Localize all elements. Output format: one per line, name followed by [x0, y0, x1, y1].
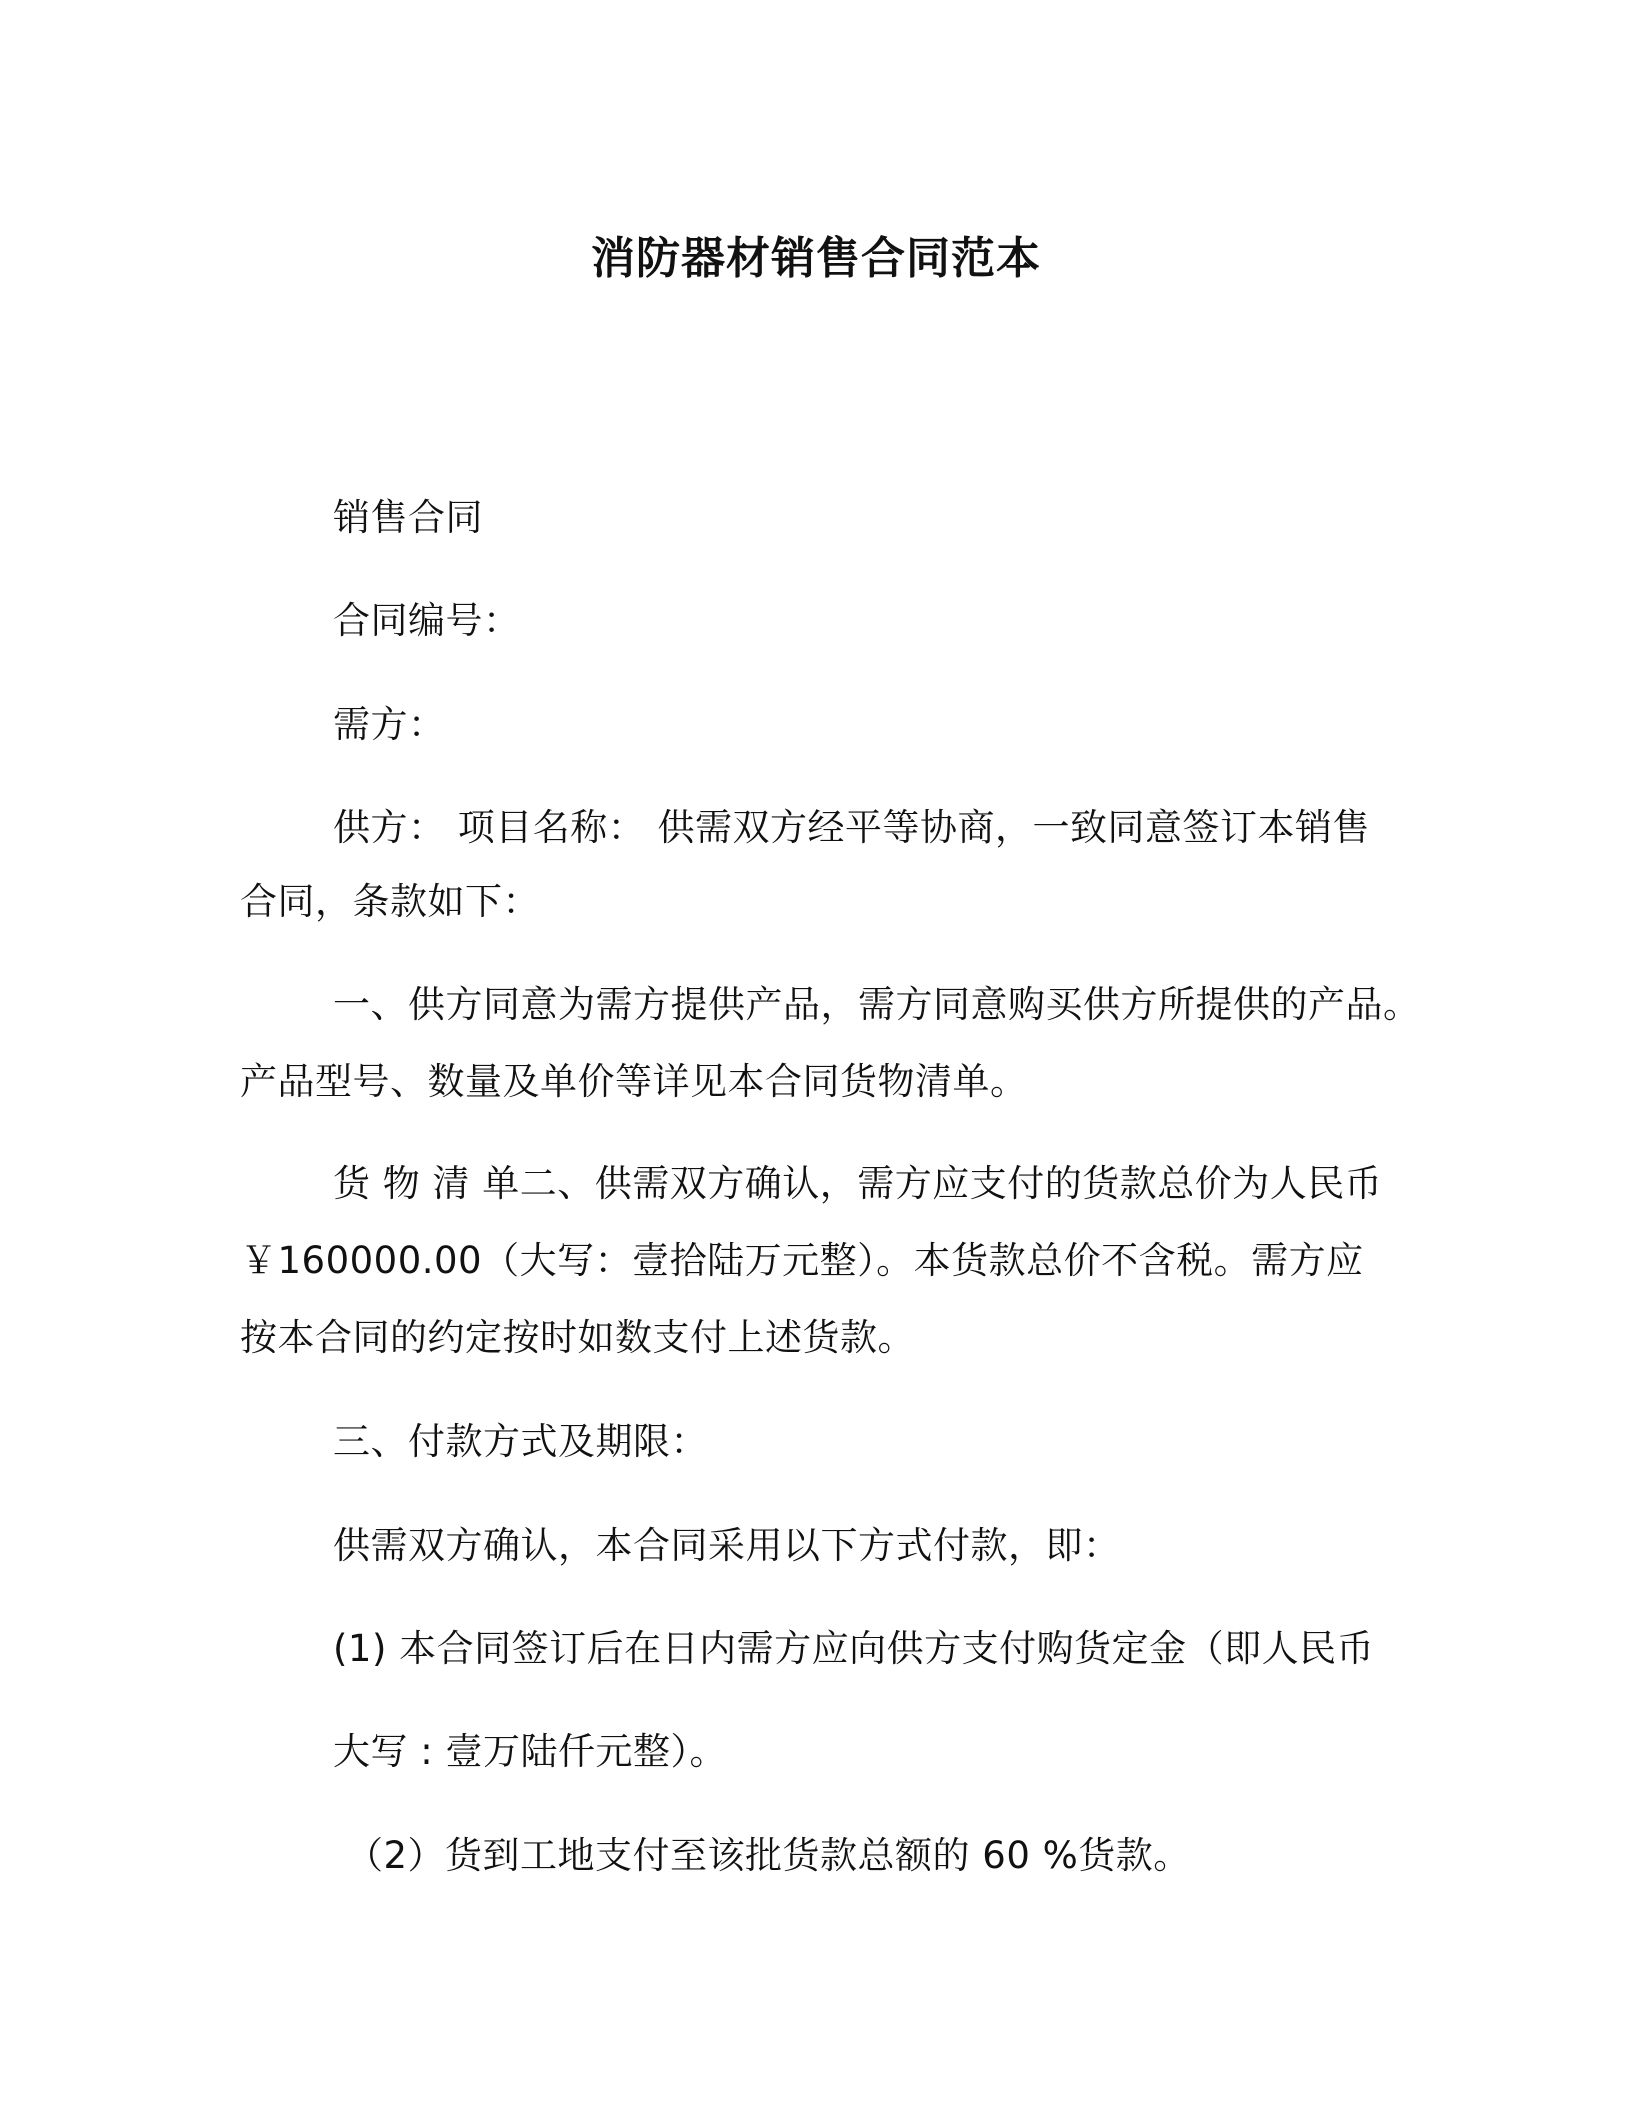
- clause-two-line-2: ￥160000.00（大写：壹拾陆万元整）。本货款总价不含税。需方应: [240, 1239, 1364, 1282]
- contract-number-label: 合同编号：: [333, 599, 521, 642]
- terms-intro-line: 合同，条款如下：: [240, 880, 540, 923]
- document-title: 消防器材销售合同范本: [591, 233, 1041, 284]
- clause-two-line-1: 货 物 清 单二、供需双方确认，需方应支付的货款总价为人民币: [333, 1162, 1383, 1205]
- clause-one-line-2: 产品型号、数量及单价等详见本合同货物清单。: [240, 1060, 1028, 1103]
- clause-two-line-3: 按本合同的约定按时如数支付上述货款。: [240, 1316, 915, 1359]
- heading-sales-contract: 销售合同: [333, 496, 483, 539]
- supplier-project-line: 供方： 项目名称： 供需双方经平等协商，一致同意签订本销售: [333, 806, 1371, 849]
- buyer-label: 需方：: [333, 703, 446, 746]
- payment-method-intro: 供需双方确认，本合同采用以下方式付款，即：: [333, 1524, 1121, 1567]
- clause-one-line-1: 一、供方同意为需方提供产品，需方同意购买供方所提供的产品。: [333, 983, 1421, 1026]
- clause-three-heading: 三、付款方式及期限：: [333, 1420, 708, 1463]
- payment-item-2: （2）货到工地支付至该批货款总额的 60 %货款。: [346, 1834, 1191, 1877]
- payment-item-1-line-1: (1) 本合同签订后在日内需方应向供方支付购货定金（即人民币: [333, 1627, 1375, 1670]
- payment-item-1-line-2: 大写 : 壹万陆仟元整）。: [333, 1730, 727, 1773]
